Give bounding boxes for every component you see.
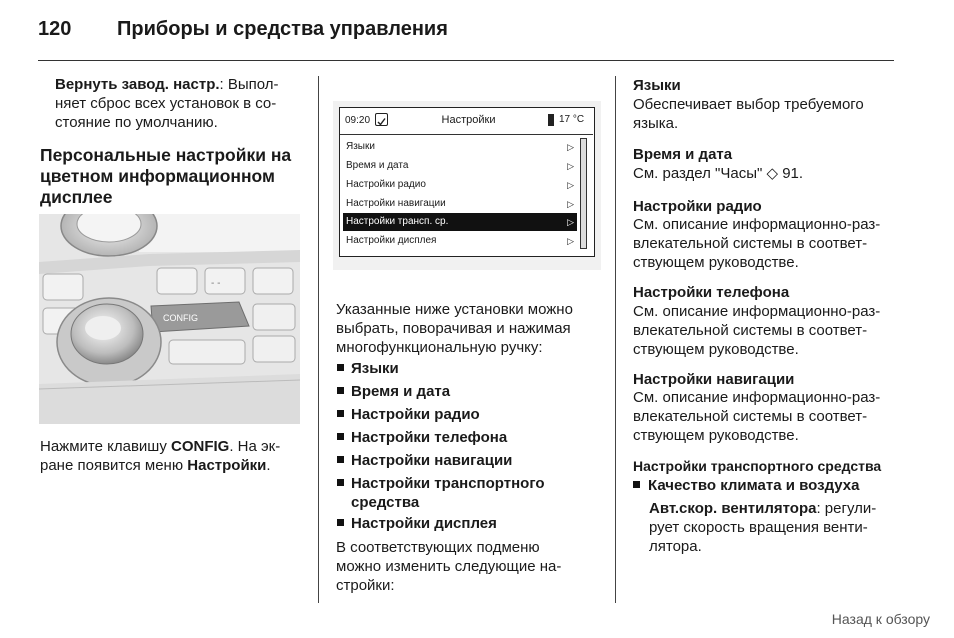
press-config-paragraph: Нажмите клавишу CONFIG. На эк- ране появится меню Настройки.: [40, 438, 281, 474]
config-button-label: CONFIG: [163, 313, 198, 323]
bullet-square-icon: [337, 364, 344, 371]
time-date-heading: Время и дата: [633, 146, 733, 163]
phone-text: См. описание информационно-раз- влекательной системы в соответ- ствующем руководстве.: [633, 303, 881, 358]
settings-menu-label: Настройки: [187, 457, 267, 474]
screen-menu-item-time-date[interactable]: Время и дата ▷: [343, 157, 577, 175]
svg-text:- -: - -: [211, 278, 221, 289]
bullet-square-icon: [633, 481, 640, 488]
languages-heading: Языки: [633, 77, 681, 94]
screen-menu-item-display[interactable]: Настройки дисплея ▷: [343, 232, 577, 250]
dashboard-figure: [39, 214, 300, 424]
radio-text: См. описание информационно-раз- влекательной системы в соответ- ствующем руководстве.: [633, 216, 881, 271]
settings-screen: [339, 107, 595, 257]
header-rule: [38, 60, 894, 61]
screen-menu-item-navigation[interactable]: Настройки навигации ▷: [343, 195, 577, 213]
arrow-right-icon: ▷: [567, 142, 574, 152]
reset-term: Вернуть завод. настр.: [55, 76, 220, 93]
screen-menu-item-languages[interactable]: Языки ▷: [343, 138, 577, 156]
arrow-right-icon: ▷: [567, 161, 574, 171]
fan-speed-text: Авт.скор. вентилятора: регули- рует скорость вращения венти- лятора.: [649, 500, 877, 555]
vehicle-settings-heading: Настройки транспортного средства: [633, 458, 882, 474]
back-to-overview-link[interactable]: Назад к обзору: [831, 611, 930, 627]
arrow-right-icon: ▷: [567, 236, 574, 246]
reset-paragraph: Вернуть завод. настр.: Выпол- няет сброс всех установок в со- стояние по умолчанию.: [55, 76, 279, 131]
bullet-square-icon: [337, 456, 344, 463]
climate-bullet: Качество климата и воздуха: [633, 476, 860, 495]
bullet-square-icon: [337, 410, 344, 417]
dashboard-illustration: [39, 214, 300, 424]
submenu-note: В соответствующих подменю можно изменить следующие на- стройки:: [336, 539, 562, 594]
bullet-square-icon: [337, 519, 344, 526]
bullet-item: Настройки транспортного средства: [337, 474, 545, 512]
arrow-right-icon: ▷: [567, 180, 574, 190]
screen-scrollbar[interactable]: [580, 138, 587, 249]
arrow-right-icon: ▷: [567, 217, 574, 227]
navigation-heading: Настройки навигации: [633, 371, 795, 388]
bullet-item: Настройки дисплея: [337, 514, 497, 533]
bullet-square-icon: [337, 387, 344, 394]
screen-title: Настройки: [441, 114, 496, 126]
phone-heading: Настройки телефона: [633, 284, 790, 301]
column-divider: [318, 76, 319, 603]
chapter-title: Приборы и средства управления: [117, 18, 448, 40]
section-heading: Персональные настройки на цветном информационном дисплее: [40, 145, 292, 207]
screen-temperature: 17 °C: [559, 114, 585, 125]
bullet-item: Время и дата: [337, 382, 450, 401]
bullet-item: Языки: [337, 359, 399, 378]
thermometer-icon: [548, 114, 554, 126]
bullet-item: Настройки навигации: [337, 451, 512, 470]
radio-heading: Настройки радио: [633, 198, 762, 215]
arrow-right-icon: ▷: [567, 199, 574, 209]
bullet-square-icon: [337, 479, 344, 486]
navigation-text: См. описание информационно-раз- влекательной системы в соответ- ствующем руководстве.: [633, 389, 881, 444]
bullet-item: Настройки радио: [337, 405, 480, 424]
options-intro: Указанные ниже установки можно выбрать, поворачивая и нажимая многофункциональную ручку:: [336, 301, 573, 356]
screen-menu-item-radio[interactable]: Настройки радио ▷: [343, 176, 577, 194]
bullet-square-icon: [337, 433, 344, 440]
screen-menu-item-vehicle[interactable]: Настройки трансп. ср. ▷: [343, 213, 577, 231]
column-divider: [615, 76, 616, 603]
clock-icon: [375, 113, 388, 126]
languages-text: Обеспечивает выбор требуемого языка.: [633, 96, 864, 132]
time-date-text: См. раздел "Часы" ◇ 91.: [633, 165, 804, 182]
screen-status-bar: [340, 108, 593, 135]
page-number: 120: [38, 18, 72, 40]
screen-time: 09:20: [345, 115, 371, 126]
bullet-item: Настройки телефона: [337, 428, 507, 447]
fan-speed-term: Авт.скор. вентилятора: [649, 500, 817, 517]
config-key-label: CONFIG: [171, 438, 230, 455]
